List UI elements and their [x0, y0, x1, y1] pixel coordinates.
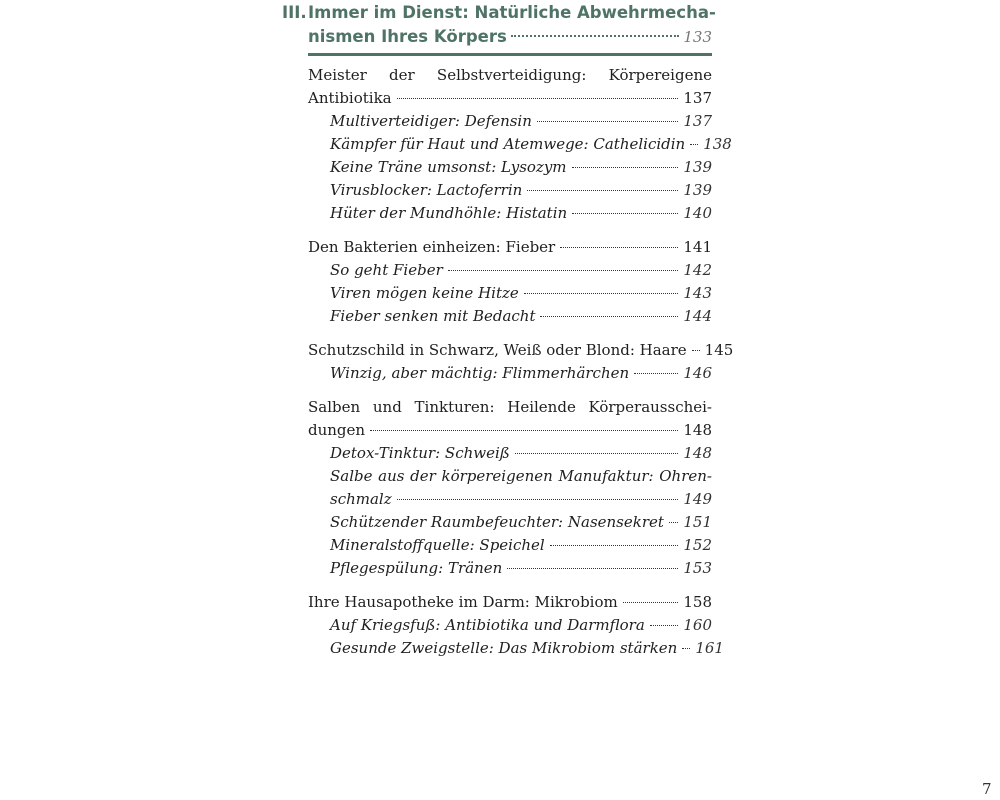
- toc-subentry[interactable]: [308, 442, 712, 465]
- leader-dots: [540, 316, 678, 317]
- leader-dots: [669, 522, 678, 523]
- toc-subentry[interactable]: [308, 362, 712, 385]
- toc-entry[interactable]: [308, 591, 712, 614]
- toc-subentry[interactable]: [308, 156, 712, 179]
- entry-title: Winzig, aber mächtig: Flimmerhärchen: [330, 364, 630, 382]
- toc-subentry[interactable]: [308, 488, 712, 511]
- leader-dots: [623, 602, 679, 603]
- leader-dots: [550, 545, 679, 546]
- entry-title: Den Bakterien einheizen: Fieber: [308, 238, 556, 256]
- chapter-title-line1: Immer im Dienst: Natürliche Abwehrmecha-: [308, 3, 716, 22]
- entry-page: 137: [683, 89, 712, 107]
- leader-dots: [682, 648, 690, 649]
- entry-page: 138: [703, 135, 732, 153]
- leader-dots: [397, 499, 679, 500]
- toc-subentry[interactable]: [308, 259, 712, 282]
- entry-page: 151: [683, 513, 712, 531]
- leader-dots: [370, 430, 678, 431]
- entry-page: 161: [695, 639, 724, 657]
- entry-page: 141: [683, 238, 712, 256]
- entry-page: 160: [683, 616, 712, 634]
- entry-page: 158: [683, 593, 712, 611]
- entry-title: Auf Kriegsfuß: Antibiotika und Darmflora: [330, 616, 645, 634]
- leader-dots: [634, 373, 678, 374]
- page-number: 7: [982, 780, 992, 798]
- toc-section: [308, 591, 724, 660]
- chapter-title-line2: nismen Ihres Körpers: [308, 27, 507, 46]
- entry-page: 143: [683, 284, 712, 302]
- entry-title: Schutzschild in Schwarz, Weiß oder Blond: Haare: [308, 341, 687, 359]
- leader-dots: [572, 213, 678, 214]
- leader-dots: [511, 35, 680, 37]
- toc-entry[interactable]: [308, 236, 712, 259]
- toc-subentry[interactable]: [308, 133, 732, 156]
- toc-entry-wrap: Meister der Selbstverteidigung: Körpereigene: [308, 66, 712, 84]
- entry-page: 140: [683, 204, 712, 222]
- entry-title: Kämpfer für Haut und Atemwege: Cathelicidin: [330, 135, 686, 153]
- toc-subentry[interactable]: [308, 637, 724, 660]
- entry-page: 144: [683, 307, 712, 325]
- leader-dots: [397, 98, 679, 99]
- chapter-page: 133: [683, 28, 712, 46]
- entry-title: schmalz: [330, 490, 392, 508]
- entry-title: Keine Träne umsonst: Lysozym: [330, 158, 567, 176]
- entry-title: Gesunde Zweigstelle: Das Mikrobiom stärken: [330, 639, 678, 657]
- toc-subentry[interactable]: [308, 179, 712, 202]
- leader-dots: [572, 167, 679, 168]
- leader-dots: [690, 144, 698, 145]
- toc-entry[interactable]: [308, 87, 712, 110]
- entry-page: 148: [683, 421, 712, 439]
- toc-subentry[interactable]: [308, 511, 712, 534]
- entry-page: 145: [704, 341, 734, 359]
- entry-page: 149: [683, 490, 712, 508]
- chapter-title-line2-row: [308, 24, 712, 50]
- toc-subentry[interactable]: [308, 282, 712, 305]
- leader-dots: [692, 350, 700, 351]
- entry-page: 142: [683, 261, 712, 279]
- toc-list: [308, 64, 734, 671]
- entry-title: Antibiotika: [308, 89, 392, 107]
- leader-dots: [537, 121, 678, 122]
- entry-title: Mineralstoffquelle: Speichel: [330, 536, 545, 554]
- chapter-number: III.: [282, 3, 307, 22]
- toc-section: [308, 64, 732, 225]
- entry-title: Fieber senken mit Bedacht: [330, 307, 536, 325]
- toc-section: [308, 339, 734, 385]
- entry-title: So geht Fieber: [330, 261, 443, 279]
- leader-dots: [507, 568, 678, 569]
- entry-page: 152: [683, 536, 712, 554]
- toc-entry[interactable]: [308, 339, 734, 362]
- entry-page: 153: [683, 559, 712, 577]
- entry-title: Virusblocker: Lactoferrin: [330, 181, 523, 199]
- entry-page: 137: [683, 112, 712, 130]
- entry-page: 139: [683, 158, 712, 176]
- toc-page: [282, 0, 992, 800]
- toc-entry[interactable]: [308, 419, 712, 442]
- entry-page: 139: [683, 181, 712, 199]
- leader-dots: [515, 453, 679, 454]
- entry-title: Pflegespülung: Tränen: [330, 559, 503, 577]
- entry-page: 148: [683, 444, 712, 462]
- entry-title: Viren mögen keine Hitze: [330, 284, 519, 302]
- leader-dots: [448, 270, 679, 271]
- entry-title: Hüter der Mundhöhle: Histatin: [330, 204, 568, 222]
- entry-title: Schützender Raumbefeuchter: Nasensekret: [330, 513, 664, 531]
- toc-subentry-wrap: Salbe aus der körpereigenen Manufaktur: Ohren-: [330, 467, 712, 485]
- toc-subentry[interactable]: [308, 110, 712, 133]
- toc-entry-wrap: Salben und Tinkturen: Heilende Körperausschei-: [308, 398, 712, 416]
- leader-dots: [560, 247, 678, 248]
- entry-title: Multiverteidiger: Defensin: [330, 112, 532, 130]
- toc-section: [308, 236, 712, 328]
- toc-subentry[interactable]: [308, 202, 712, 225]
- chapter-rule: [308, 53, 712, 56]
- toc-section: [308, 396, 712, 580]
- toc-subentry[interactable]: [308, 614, 712, 637]
- leader-dots: [650, 625, 679, 626]
- leader-dots: [524, 293, 679, 294]
- entry-page: 146: [683, 364, 712, 382]
- toc-subentry[interactable]: [308, 305, 712, 328]
- leader-dots: [527, 190, 678, 191]
- toc-subentry[interactable]: [308, 534, 712, 557]
- entry-title: Ihre Hausapotheke im Darm: Mikrobiom: [308, 593, 618, 611]
- toc-subentry[interactable]: [308, 557, 712, 580]
- entry-title: dungen: [308, 421, 366, 439]
- entry-title: Detox-Tinktur: Schweiß: [330, 444, 510, 462]
